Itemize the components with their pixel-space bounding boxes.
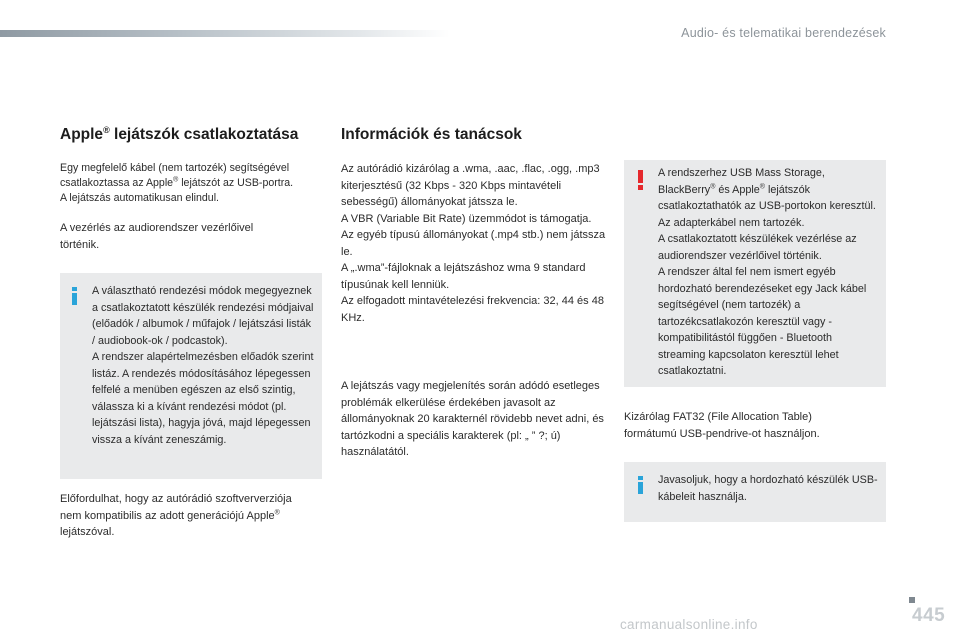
registered-mark: ® (103, 124, 110, 135)
registered-mark: ® (759, 182, 765, 190)
compat-text-main: Előfordulhat, hogy az autórádió szoftververziója nem kompatibilis az adott generációjú Apple (60, 493, 292, 522)
usb-warning-rest: csatlakoztathatók az USB-portokon keresztül. Az adapterkábel nem tartozék. A csatlakoztatott készülékek vezérlése az audiorendszer vezérlőivel történik. A rendszer által fel nem ismert egyéb hordozható berendezéseket egy Jack kábel segítségével (nem tartozék) a tartozékcsatlakozón keresztül vagy - kompatibilitástól függően - Bluetooth streaming kapcsolaton keresztül lehet csatlakoztatni. (658, 200, 876, 377)
apple-intro-line1: Egy megfelelő kábel (nem tartozék) segítségével (60, 162, 290, 174)
fat32-text: Kizárólag FAT32 (File Allocation Table) formátumú USB-pendrive-ot használjon. (624, 411, 820, 440)
usb-warning-line1: A rendszerhez USB Mass Storage, (658, 167, 825, 179)
apple-intro-line2-rest: lejátszót az USB-portra. (178, 177, 294, 189)
registered-mark: ® (710, 182, 716, 190)
watermark: carmanualsonline.info (620, 617, 758, 632)
page-number: 445 (912, 605, 946, 626)
registered-mark: ® (274, 508, 280, 516)
compat-text (60, 491, 300, 541)
usb-warning-line2-end: lejátszók (764, 183, 810, 196)
info-icon (72, 287, 77, 305)
usb-section (624, 160, 886, 522)
apple-heading-rest: lejátszók csatlakoztatása (109, 126, 299, 143)
apple-section (60, 126, 322, 541)
header-gradient-bar (0, 30, 450, 37)
usb-warning-text (658, 165, 878, 380)
usb-warning-brand2: és Apple (715, 183, 760, 196)
registered-mark: ® (173, 176, 179, 184)
apple-intro-line2: csatlakoztassa az Apple (60, 177, 174, 189)
control-text: A vezérlés az audiorendszer vezérlőivel történik. (60, 222, 254, 251)
formats-text: Az autórádió kizárólag a .wma, .aac, .flac, .ogg, .mp3 kiterjesztésű (32 Kbps - 320 Kbps mintavételi sebességű) állományokat játssza le. A VBR (Variable Bit Rate) üzemmódot is támogatja. Az egyéb típusú állományokat (.mp4 stb.) nem játssza le. A „.wma”-fájloknak a lejátszáshoz wma 9 standard típusúnak kell lenniük. Az elfogadott mintavételezési frekvencia: 32, 44 és 48 KHz. (341, 163, 606, 324)
usb-cable-tip-text: Javasoljuk, hogy a hordozható készülék USB-kábeleit használja. (658, 474, 878, 503)
info-icon (638, 476, 643, 494)
apple-heading-brand: Apple (60, 126, 104, 143)
usb-cable-tip-box (624, 462, 886, 522)
usb-warning-box (624, 160, 886, 387)
naming-text: A lejátszás vagy megjelenítés során adódó esetleges problémák elkerülése érdekében javasolt az állományoknak 20 karakternél rövidebb nevet adni, és tartózkodni a speciális karakterek (pl: „ ” ?; ú) használatától. (341, 380, 604, 458)
warning-icon (638, 170, 643, 190)
page-marker-square (909, 597, 915, 603)
compat-text-end: lejátszóval. (60, 526, 115, 538)
apple-intro (60, 161, 322, 206)
sorting-info-text: A választható rendezési módok megegyeznek a csatlakoztatott készülék rendezési módjaival (előadók / albumok / műfajok / lejátszási listák / audiobook-ok / podcastok). A rendszer alapértelmezésben előadók szerint listáz. A rendezés módosításához lépegessen felfelé a menüben egészen az első szintig, válassza ki a kívánt rendezési módot (pl. lejátszási lista), hagyja jóvá, majd lépegessen vissza a kívánt zeneszámig. (92, 285, 314, 446)
info-section (341, 126, 609, 461)
chapter-title: Audio- és telematikai berendezések (681, 26, 886, 40)
apple-intro-line3: A lejátszás automatikusan elindul. (60, 192, 219, 204)
info-heading: Információk és tanácsok (341, 126, 522, 143)
sorting-info-box (60, 273, 322, 479)
usb-warning-brand1: BlackBerry (658, 183, 711, 196)
apple-heading (60, 126, 322, 144)
